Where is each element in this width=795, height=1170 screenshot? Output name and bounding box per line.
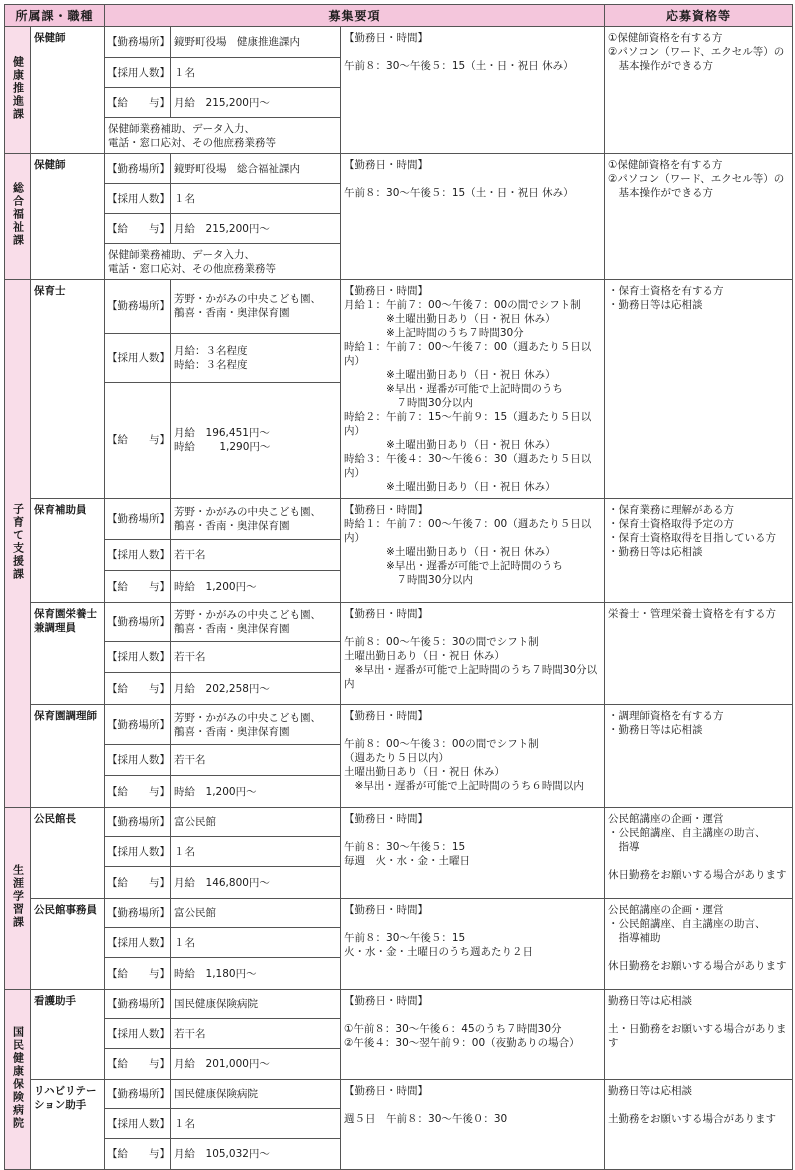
label-location: 【勤務場所】 [105, 808, 171, 837]
table-row [5, 603, 793, 642]
job-title: 保健師 [31, 27, 105, 154]
schedule-label: 【勤務日・時間】 [344, 608, 429, 620]
value-location: 富公民館 [171, 899, 341, 928]
schedule-cell [341, 990, 605, 1080]
schedule-cell [341, 154, 605, 280]
label-salary: 【給 与】 [105, 1139, 171, 1170]
value-salary: 月給 105,032円～ [171, 1139, 341, 1170]
dept-name: 子育て支援課 [11, 502, 25, 581]
table-row [5, 27, 793, 58]
dept-cell [5, 808, 31, 990]
value-salary: 月給 202,258円～ [171, 673, 341, 705]
schedule-text: ①午前８：30～午後６：45のうち７時間30分 ②午後４：30～翌午前９：00（夜勤ありの場合） [344, 1023, 580, 1049]
schedule-text: 月給１：午前７：00～午後７：00の間でシフト制 ※土曜出勤日あり（日・祝日 休み） ※上記時間のうち７時間30分 時給１：午前７：00～午後７：00（週あたり５日以内） ※土曜出勤日あり（日・祝日 休み） ※早出・遅番が可能で上記時間のうち ７時間30分以内 時給２：午前７：15～午前９：15（週あたり５日以内） ※土曜出勤日あり（日・祝日 休み） 時給３：午後４：30～午後６：30（週あたり５日以内） ※土曜出勤日あり（日・祝日 休み） [344, 299, 592, 493]
schedule-cell [341, 499, 605, 603]
value-salary: 時給 1,180円～ [171, 958, 341, 990]
value-count: 若干名 [171, 745, 341, 776]
schedule-label: 【勤務日・時間】 [344, 813, 429, 825]
value-count: １名 [171, 1109, 341, 1139]
value-salary: 月給 196,451円～ 時給 1,290円～ [171, 382, 341, 498]
value-count: 若干名 [171, 1019, 341, 1049]
schedule-cell [341, 705, 605, 808]
value-count: １名 [171, 184, 341, 214]
label-salary: 【給 与】 [105, 958, 171, 990]
qualification-cell: 勤務日等は応相談 土勤務をお願いする場合があります [605, 1080, 793, 1170]
dept-name: 国民健康保険病院 [11, 1025, 25, 1130]
dept-cell [5, 27, 31, 154]
schedule-label: 【勤務日・時間】 [344, 504, 429, 516]
value-location: 国民健康保険病院 [171, 1080, 341, 1109]
dept-cell [5, 154, 31, 280]
value-location: 国民健康保険病院 [171, 990, 341, 1019]
dept-name: 生涯学習課 [11, 864, 25, 929]
schedule-cell [341, 280, 605, 499]
job-title: 看護助手 [31, 990, 105, 1080]
table-row [5, 499, 793, 540]
job-title: 保育園調理師 [31, 705, 105, 808]
schedule-cell [341, 27, 605, 154]
label-salary: 【給 与】 [105, 1049, 171, 1080]
schedule-label: 【勤務日・時間】 [344, 995, 429, 1007]
recruitment-table [4, 4, 793, 1170]
value-count: １名 [171, 928, 341, 958]
label-count: 【採用人数】 [105, 58, 171, 88]
value-salary: 月給 201,000円～ [171, 1049, 341, 1080]
label-salary: 【給 与】 [105, 571, 171, 603]
schedule-label: 【勤務日・時間】 [344, 904, 429, 916]
label-count: 【採用人数】 [105, 745, 171, 776]
dept-cell [5, 280, 31, 808]
job-title: 保育士 [31, 280, 105, 499]
schedule-text: 午前８：30～午後５：15（土・日・祝日 休み） [344, 187, 574, 199]
job-title: 公民館長 [31, 808, 105, 899]
value-count: 月給：３名程度 時給：３名程度 [171, 333, 341, 382]
value-location: 鏡野町役場 健康推進課内 [171, 27, 341, 58]
schedule-cell [341, 808, 605, 899]
label-location: 【勤務場所】 [105, 1080, 171, 1109]
schedule-label: 【勤務日・時間】 [344, 32, 429, 44]
table-row [5, 808, 793, 837]
value-location: 芳野・かがみの中央こども園、 鶺喜・香南・奥津保育園 [171, 280, 341, 334]
qualification-cell: 栄養士・管理栄養士資格を有する方 [605, 603, 793, 705]
label-count: 【採用人数】 [105, 837, 171, 867]
label-location: 【勤務場所】 [105, 154, 171, 184]
dept-name: 総合福祉課 [11, 182, 25, 247]
value-location: 芳野・かがみの中央こども園、 鶺喜・香南・奥津保育園 [171, 705, 341, 745]
label-location: 【勤務場所】 [105, 603, 171, 642]
value-salary: 月給 146,800円～ [171, 867, 341, 899]
dept-name: 健康推進課 [11, 55, 25, 121]
schedule-text: 午前８：00～午後３：00の間でシフト制 （週あたり５日以内） 土曜出勤日あり（日・祝日 休み） ※早出・遅番が可能で上記時間のうち６時間以内 [344, 738, 584, 792]
label-location: 【勤務場所】 [105, 990, 171, 1019]
header-qualifications: 応募資格等 [605, 5, 793, 27]
label-count: 【採用人数】 [105, 540, 171, 571]
header-dept-job: 所属課・職種 [5, 5, 105, 27]
value-location: 芳野・かがみの中央こども園、 鶺喜・香南・奥津保育園 [171, 603, 341, 642]
table-row [5, 280, 793, 334]
qualification-cell: ①保健師資格を有する方 ②パソコン（ワード、エクセル等）の 基本操作ができる方 [605, 27, 793, 154]
value-salary: 月給 215,200円～ [171, 88, 341, 118]
label-count: 【採用人数】 [105, 1019, 171, 1049]
value-salary: 時給 1,200円～ [171, 571, 341, 603]
table-row [5, 899, 793, 928]
schedule-text: 時給１：午前７：00～午後７：00（週あたり５日以内） ※土曜出勤日あり（日・祝日 休み） ※早出・遅番が可能で上記時間のうち ７時間30分以内 [344, 518, 592, 586]
label-salary: 【給 与】 [105, 88, 171, 118]
label-location: 【勤務場所】 [105, 705, 171, 745]
job-title: 保育園栄養士 兼調理員 [31, 603, 105, 705]
schedule-label: 【勤務日・時間】 [344, 710, 429, 722]
job-title: 保育補助員 [31, 499, 105, 603]
value-location: 芳野・かがみの中央こども園、 鶺喜・香南・奥津保育園 [171, 499, 341, 540]
job-title: リハビリテー ション助手 [31, 1080, 105, 1170]
value-count: １名 [171, 58, 341, 88]
value-count: 若干名 [171, 540, 341, 571]
header-row [5, 5, 793, 27]
table-row [5, 154, 793, 184]
qualification-cell: 勤務日等は応相談 土・日勤務をお願いする場合があります [605, 990, 793, 1080]
table-row [5, 705, 793, 745]
label-location: 【勤務場所】 [105, 280, 171, 334]
qualification-cell: ・調理師資格を有する方 ・勤務日等は応相談 [605, 705, 793, 808]
schedule-text: 週５日 午前８：30～午後０：30 [344, 1113, 508, 1125]
schedule-cell [341, 1080, 605, 1170]
qualification-cell: ・保育士資格を有する方 ・勤務日等は応相談 [605, 280, 793, 499]
value-salary: 時給 1,200円～ [171, 776, 341, 808]
label-location: 【勤務場所】 [105, 499, 171, 540]
dept-cell [5, 990, 31, 1170]
label-count: 【採用人数】 [105, 928, 171, 958]
value-count: 若干名 [171, 642, 341, 673]
job-title: 公民館事務員 [31, 899, 105, 990]
schedule-text: 午前８：00～午後５：30の間でシフト制 土曜出勤日あり（日・祝日 休み） ※早出・遅番が可能で上記時間のうち７時間30分以内 [344, 636, 598, 690]
table-row [5, 990, 793, 1019]
schedule-text: 午前８：30～午後５：15（土・日・祝日 休み） [344, 60, 574, 72]
value-count: １名 [171, 837, 341, 867]
qualification-cell: ・保育業務に理解がある方 ・保育士資格取得予定の方 ・保育士資格取得を目指している方 ・勤務日等は応相談 [605, 499, 793, 603]
label-count: 【採用人数】 [105, 333, 171, 382]
job-title: 保健師 [31, 154, 105, 280]
schedule-label: 【勤務日・時間】 [344, 1085, 429, 1097]
schedule-text: 午前８：30～午後５：15 毎週 火・水・金・土曜日 [344, 841, 471, 867]
header-requirements: 募集要項 [105, 5, 605, 27]
label-location: 【勤務場所】 [105, 899, 171, 928]
schedule-text: 午前８：30～午後５：15 火・水・金・土曜日のうち週あたり２日 [344, 932, 534, 958]
schedule-cell [341, 603, 605, 705]
label-salary: 【給 与】 [105, 214, 171, 244]
label-salary: 【給 与】 [105, 776, 171, 808]
qualification-cell: ①保健師資格を有する方 ②パソコン（ワード、エクセル等）の 基本操作ができる方 [605, 154, 793, 280]
value-location: 鏡野町役場 総合福祉課内 [171, 154, 341, 184]
schedule-cell [341, 899, 605, 990]
schedule-label: 【勤務日・時間】 [344, 159, 429, 171]
label-salary: 【給 与】 [105, 673, 171, 705]
value-location: 富公民館 [171, 808, 341, 837]
duty-description: 保健師業務補助、データ入力、 電話・窓口応対、その他庶務業務等 [105, 118, 341, 154]
qualification-cell: 公民館講座の企画・運営 ・公民館講座、自主講座の助言、 指導補助 休日勤務をお願いする場合があります [605, 899, 793, 990]
value-salary: 月給 215,200円～ [171, 214, 341, 244]
label-count: 【採用人数】 [105, 184, 171, 214]
qualification-cell: 公民館講座の企画・運営 ・公民館講座、自主講座の助言、 指導 休日勤務をお願いする場合があります [605, 808, 793, 899]
label-count: 【採用人数】 [105, 642, 171, 673]
duty-description: 保健師業務補助、データ入力、 電話・窓口応対、その他庶務業務等 [105, 244, 341, 280]
label-count: 【採用人数】 [105, 1109, 171, 1139]
label-salary: 【給 与】 [105, 382, 171, 498]
table-row [5, 1080, 793, 1109]
label-location: 【勤務場所】 [105, 27, 171, 58]
schedule-label: 【勤務日・時間】 [344, 285, 429, 297]
label-salary: 【給 与】 [105, 867, 171, 899]
